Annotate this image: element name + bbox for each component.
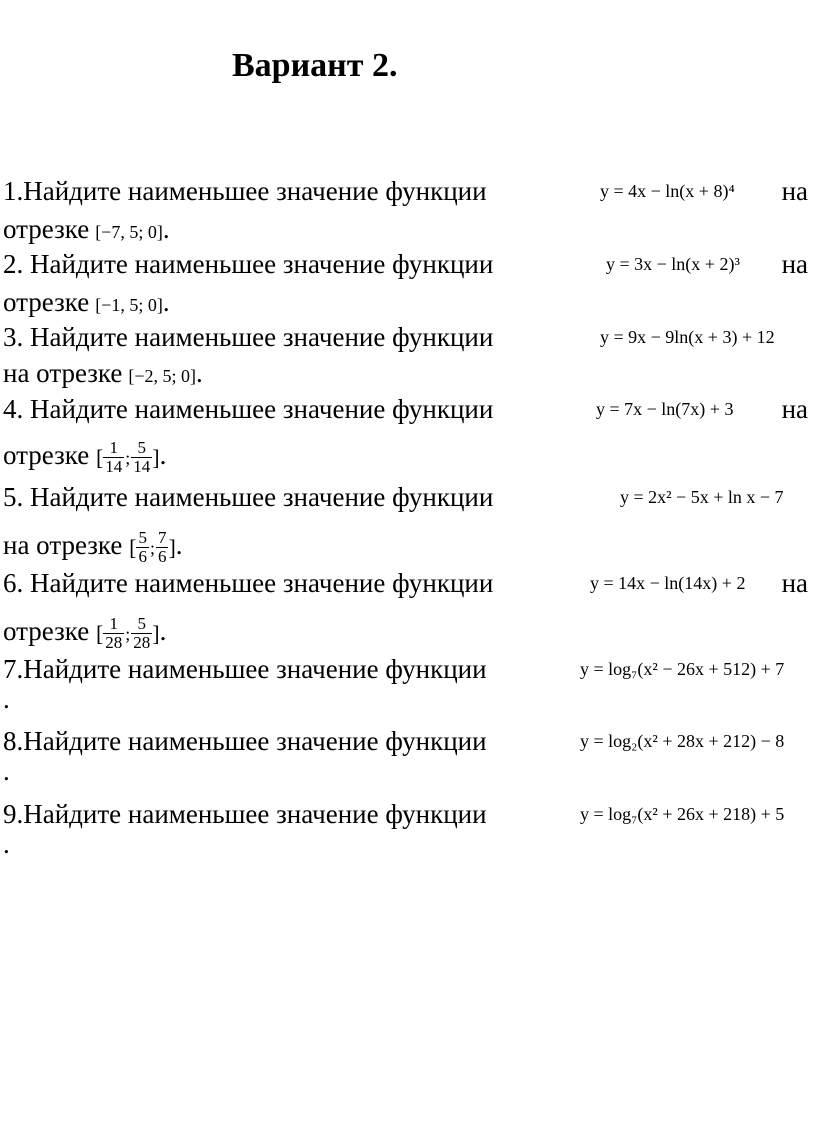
task-5-fraction-start: $\frac{5}{6}$ (138, 528, 147, 567)
page-title: Вариант 2. (232, 47, 398, 84)
task-4-fraction-end: $\frac{5}{14}$ (133, 438, 151, 477)
task-3-segment-label: на отрезке (3, 358, 123, 388)
task-4-text: 4. Найдите наименьшее значение функции (3, 394, 494, 424)
task-2-formula: y = 3x − ln(x + 2)³ (606, 254, 740, 274)
task-1-tail: на (781, 176, 808, 206)
task-5-close-bracket-icon: ] (168, 534, 176, 560)
task-5-line2 (3, 526, 183, 567)
task-5-separator-icon: ; (149, 537, 155, 558)
task-6-separator-icon: ; (125, 623, 131, 644)
task-6-text: 6. Найдите наименьшее значение функции (3, 568, 494, 598)
task-9-formula: y = log₇(x² + 26x + 218) + 5 (580, 804, 785, 824)
task-2-line2 (3, 283, 170, 321)
task-8-formula: y = log₂(x² + 28x + 212) − 8 (580, 731, 785, 751)
task-4-line2 (3, 436, 167, 477)
task-4-segment-label: отрезке (3, 440, 90, 470)
task-1-segment-label: отрезке (3, 214, 90, 244)
task-3-interval: [−2, 5; 0] (128, 366, 197, 386)
task-5-formula: y = 2x² − 5x + ln x − 7 (620, 487, 784, 507)
task-6-fraction-end: $\frac{5}{28}$ (133, 614, 151, 653)
task-5-end: . (175, 530, 183, 560)
task-6-tail: на (781, 568, 808, 598)
task-1-line2 (3, 210, 170, 248)
task-1-text: 1.Найдите наименьшее значение функции (3, 176, 487, 206)
task-4-close-bracket-icon: ] (152, 444, 160, 470)
task-4-formula: y = 7x − ln(7x) + 3 (596, 399, 734, 419)
task-7-formula: y = log₇(x² − 26x + 512) + 7 (580, 659, 785, 679)
task-4-fraction-start: $\frac{1}{14}$ (105, 438, 123, 477)
task-3-text: 3. Найдите наименьшее значение функции (3, 322, 494, 352)
task-5-text: 5. Найдите наименьшее значение функции (3, 482, 494, 512)
task-3-line2 (3, 354, 203, 392)
task-6-end: . (159, 616, 167, 646)
task-2-tail: на (781, 249, 808, 279)
task-6-fraction-start: $\frac{1}{28}$ (105, 614, 123, 653)
task-5-open-bracket-icon: [ (129, 534, 137, 560)
task-6-close-bracket-icon: ] (152, 620, 160, 646)
task-6-segment-label: отрезке (3, 616, 90, 646)
task-3-end: . (196, 358, 203, 388)
task-7-end: . (3, 684, 10, 714)
task-8-text: 8.Найдите наименьшее значение функции (3, 726, 487, 756)
task-1-interval: [−7, 5; 0] (95, 222, 163, 242)
task-4-open-bracket-icon: [ (95, 444, 104, 470)
task-8-end: . (3, 756, 10, 786)
task-2-end: . (162, 287, 170, 317)
task-4-separator-icon: ; (125, 447, 131, 468)
task-5-fraction-end: $\frac{7}{6}$ (157, 528, 167, 567)
task-4-end: . (159, 440, 167, 470)
task-6-formula: y = 14x − ln(14x) + 2 (590, 573, 746, 593)
task-9-end: . (3, 829, 10, 859)
task-7-text: 7.Найдите наименьшее значение функции (3, 654, 487, 684)
task-6-line2 (3, 612, 167, 653)
task-5-segment-label: на отрезке (3, 530, 123, 560)
task-2-text: 2. Найдите наименьшее значение функции (3, 249, 494, 279)
task-1-formula: y = 4x − ln(x + 8)⁴ (600, 181, 735, 201)
task-1-end: . (162, 214, 170, 244)
task-6-open-bracket-icon: [ (95, 620, 104, 646)
task-4-tail: на (781, 394, 808, 424)
task-2-interval: [−1, 5; 0] (95, 295, 163, 315)
task-2-segment-label: отрезке (3, 287, 90, 317)
task-9-text: 9.Найдите наименьшее значение функции (3, 799, 487, 829)
task-3-formula: y = 9x − 9ln(x + 3) + 12 (600, 327, 775, 347)
